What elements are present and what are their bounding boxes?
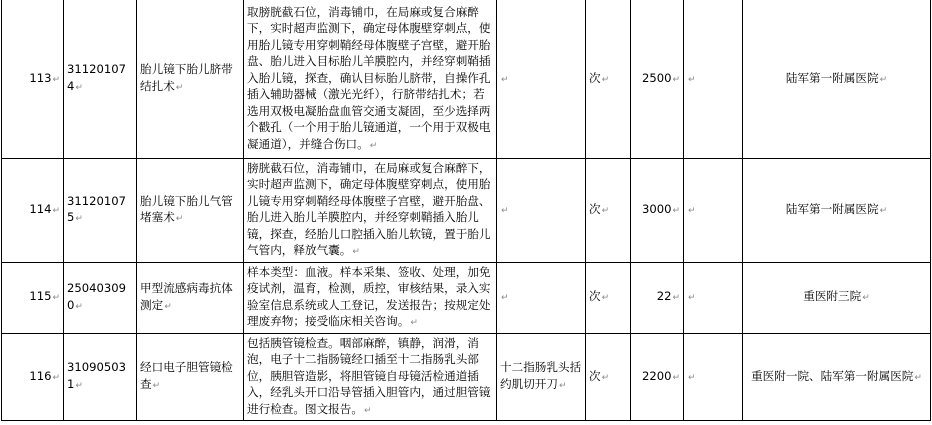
content-cell: 包括胰管镜检查。咽部麻醉，镇静，润滑，消泡，电子十二指肠镜经口插至十二指肠乳头部位，胰胆管造影，将胆管镜自母镜活检通道插入，经乳头开口沿导管插入胆管内，通过胆管镜进行检查。图文报告。↵ (244, 333, 497, 421)
note-cell: ↵ (684, 0, 743, 158)
hospital-cell: 陆军第一附属医院↵ (743, 0, 931, 158)
content-cell: 样本类型：血液。样本采集、签收、处理，加免疫试剂，温育，检测，质控，审核结果，录入实验室信息系统或人工登记，发送报告；按规定处理废弃物；接受临床相关咨询。↵ (244, 262, 497, 333)
row-index-cell: 116↵ (2, 333, 64, 421)
project-name-cell: 甲型流感病毒抗体测定↵ (137, 262, 244, 333)
unit-cell: 次↵ (586, 0, 631, 158)
project-name-cell: 经口电子胆管镜检查↵ (137, 333, 244, 421)
note-cell: ↵ (684, 262, 743, 333)
unit-cell: 次↵ (586, 262, 631, 333)
price-cell: 22↵ (631, 262, 684, 333)
price-table (1, 0, 931, 421)
note-cell: ↵ (684, 333, 743, 421)
price-cell: 2200↵ (631, 333, 684, 421)
table-row (2, 262, 931, 333)
code-cell: 311201074↵ (64, 0, 137, 158)
unit-cell: 次↵ (586, 158, 631, 262)
content-cell: 取膀胱截石位，消毒铺巾，在局麻或复合麻醉下，实时超声监测下，确定母体腹壁穿刺点，使用胎儿镜专用穿刺鞘经母体腹壁子宫壁，避开胎盘、胎儿进入目标胎儿羊膜腔内，并经穿刺鞘插入胎儿镜，探查，确认目标胎儿脐带，自操作孔插入辅助器械（激光光纤），行脐带结扎术；若选用双极电凝胎盘血管交通支凝固，至少选择两个戳孔（一个用于胎儿镜通道，一个用于双极电凝通道），并缝合伤口。↵ (244, 0, 497, 158)
price-cell: 2500↵ (631, 0, 684, 158)
row-index-cell: 113↵ (2, 0, 64, 158)
exclusion-cell: ↵ (497, 262, 586, 333)
exclusion-cell: 十二指肠乳头括约肌切开刀↵ (497, 333, 586, 421)
hospital-cell: 重医附三院↵ (743, 262, 931, 333)
hospital-cell: 重医附一院、陆军第一附属医院↵ (743, 333, 931, 421)
table-row (2, 0, 931, 158)
code-cell: 310905031↵ (64, 333, 137, 421)
code-cell: 250403090↵ (64, 262, 137, 333)
project-name-cell: 胎儿镜下胎儿气管堵塞术↵ (137, 158, 244, 262)
code-cell: 311201075↵ (64, 158, 137, 262)
note-cell: ↵ (684, 158, 743, 262)
exclusion-cell: ↵ (497, 158, 586, 262)
content-cell: 膀胱截石位，消毒铺巾，在局麻或复合麻醉下，实时超声监测下，确定母体腹壁穿刺点，使用胎儿镜专用穿刺鞘经母体腹壁子宫壁，避开胎盘、胎儿进入胎儿羊膜腔内，并经穿刺鞘插入胎儿镜，探查，经胎儿口腔插入胎儿软镜，置于胎儿气管内，释放气囊。↵ (244, 158, 497, 262)
table-row (2, 333, 931, 421)
row-index-cell: 114↵ (2, 158, 64, 262)
project-name-cell: 胎儿镜下胎儿脐带结扎术↵ (137, 0, 244, 158)
exclusion-cell: ↵ (497, 0, 586, 158)
table-row (2, 158, 931, 262)
hospital-cell: 陆军第一附属医院↵ (743, 158, 931, 262)
unit-cell: 次↵ (586, 333, 631, 421)
price-cell: 3000↵ (631, 158, 684, 262)
row-index-cell: 115↵ (2, 262, 64, 333)
